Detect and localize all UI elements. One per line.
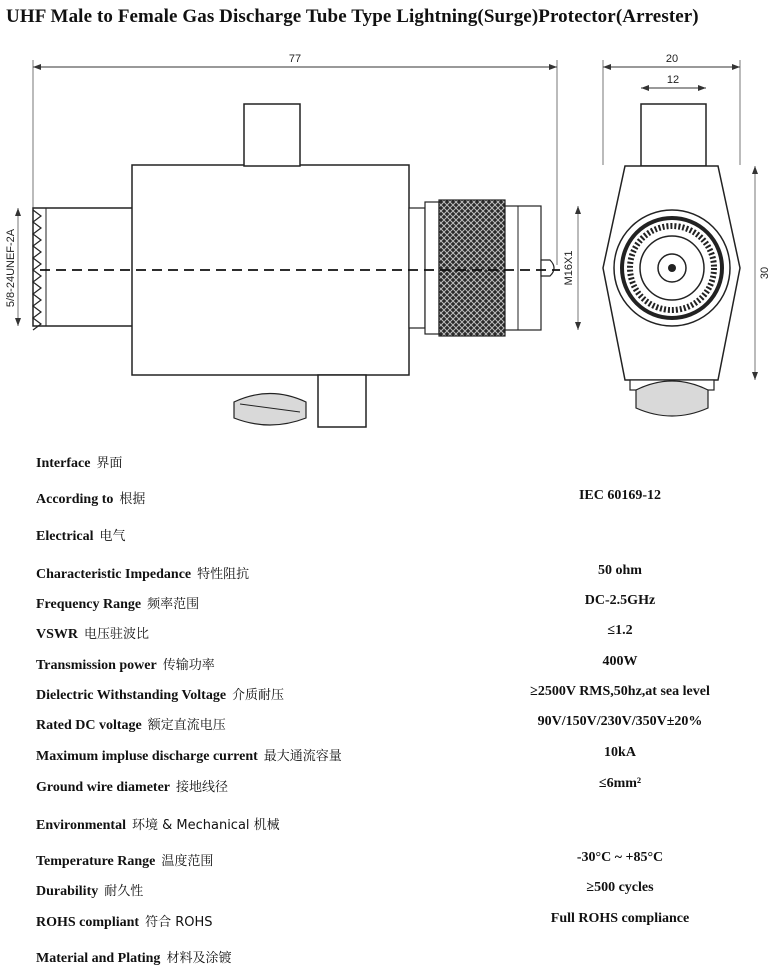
spec-label-zh: 符合 ROHS: [145, 915, 213, 930]
spec-label-zh: 传输功率: [162, 658, 215, 673]
spec-label-zh: 电气: [99, 529, 126, 544]
spec-row: [0, 452, 780, 476]
spec-label-en: Electrical: [36, 529, 94, 544]
spec-label-zh: 额定直流电压: [147, 718, 226, 733]
spec-label-zh: 介质耐压: [232, 688, 285, 703]
spec-label-en: Durability: [36, 884, 99, 899]
spec-value: 90V/150V/230V/350V±20%: [537, 714, 703, 729]
spec-label-en: Temperature Range: [36, 854, 156, 869]
spec-value: ≤6mm²: [598, 776, 642, 791]
spec-label-en: Interface: [36, 456, 91, 471]
female-coupling-nut: [409, 200, 581, 336]
spec-row: [0, 623, 780, 647]
spec-label-en: Maximum impluse discharge current: [36, 749, 258, 764]
spec-label-en: Ground wire diameter: [36, 780, 171, 795]
spec-label-zh: 耐久性: [104, 884, 144, 899]
spec-value: 400W: [602, 654, 638, 669]
spec-label-zh: 界面: [96, 456, 123, 471]
spec-row: [0, 563, 780, 587]
spec-label-en: VSWR: [36, 627, 79, 642]
spec-label-en: According to: [36, 492, 114, 507]
side-view: [603, 53, 771, 416]
spec-label-zh: 特性阻抗: [197, 567, 250, 582]
spec-row: [0, 593, 780, 617]
male-thread-end: [5, 208, 133, 330]
width-outer-label: 20: [665, 53, 679, 65]
spec-row: [0, 714, 780, 738]
spec-value: ≥2500V RMS,50hz,at sea level: [530, 684, 710, 699]
spec-label-zh: 根据: [119, 492, 146, 507]
spec-value: IEC 60169-12: [578, 488, 662, 503]
spec-label-zh: 接地线径: [176, 780, 229, 795]
height-label: 30: [759, 266, 771, 280]
spec-row: [0, 880, 780, 904]
spec-label-zh: 材料及涂镀: [166, 951, 232, 966]
spec-label-zh: 最大通流容量: [263, 749, 342, 764]
width-inner-label: 12: [666, 74, 680, 86]
spec-label-en: Dielectric Withstanding Voltage: [36, 688, 227, 703]
spec-value: ≤1.2: [607, 623, 633, 638]
spec-label-en: Characteristic Impedance: [36, 567, 192, 582]
spec-row: [0, 814, 780, 838]
nut-thread-label: M16X1: [563, 250, 575, 286]
main-body: [132, 104, 409, 427]
spec-label-en: Material and Plating: [36, 951, 161, 966]
spec-value: 10kA: [604, 745, 636, 760]
spec-label-en: ROHS compliant: [36, 915, 140, 930]
spec-row: [0, 850, 780, 874]
page-title: UHF Male to Female Gas Discharge Tube Type Lightning(Surge)Protector(Arrester): [6, 6, 699, 27]
spec-label-en: Frequency Range: [36, 597, 142, 612]
spec-row: [0, 947, 780, 971]
spec-row: [0, 525, 780, 549]
technical-drawing: [0, 40, 780, 440]
spec-label-zh: 电压驻波比: [84, 627, 150, 642]
spec-row: [0, 911, 780, 935]
spec-value: Full ROHS compliance: [550, 911, 690, 926]
spec-label-en: Environmental: [36, 818, 126, 833]
spec-value: DC-2.5GHz: [584, 593, 656, 608]
spec-value: -30°C ~ +85°C: [576, 850, 664, 865]
spec-value: ≥500 cycles: [586, 880, 654, 895]
spec-label-zh: 环境 & Mechanical 机械: [131, 818, 280, 833]
spec-row: [0, 654, 780, 678]
spec-row: [0, 684, 780, 708]
spec-value: 50 ohm: [598, 563, 642, 578]
spec-row: [0, 488, 780, 512]
spec-label-zh: 温度范围: [161, 854, 214, 869]
spec-label-zh: 频率范围: [147, 597, 200, 612]
spec-label-en: Rated DC voltage: [36, 718, 142, 733]
spec-label-en: Transmission power: [36, 658, 157, 673]
spec-row: [0, 745, 780, 769]
thread-spec-label: 5/8-24UNEF-2A: [5, 228, 17, 308]
length-label: 77: [288, 53, 302, 65]
spec-row: [0, 776, 780, 800]
